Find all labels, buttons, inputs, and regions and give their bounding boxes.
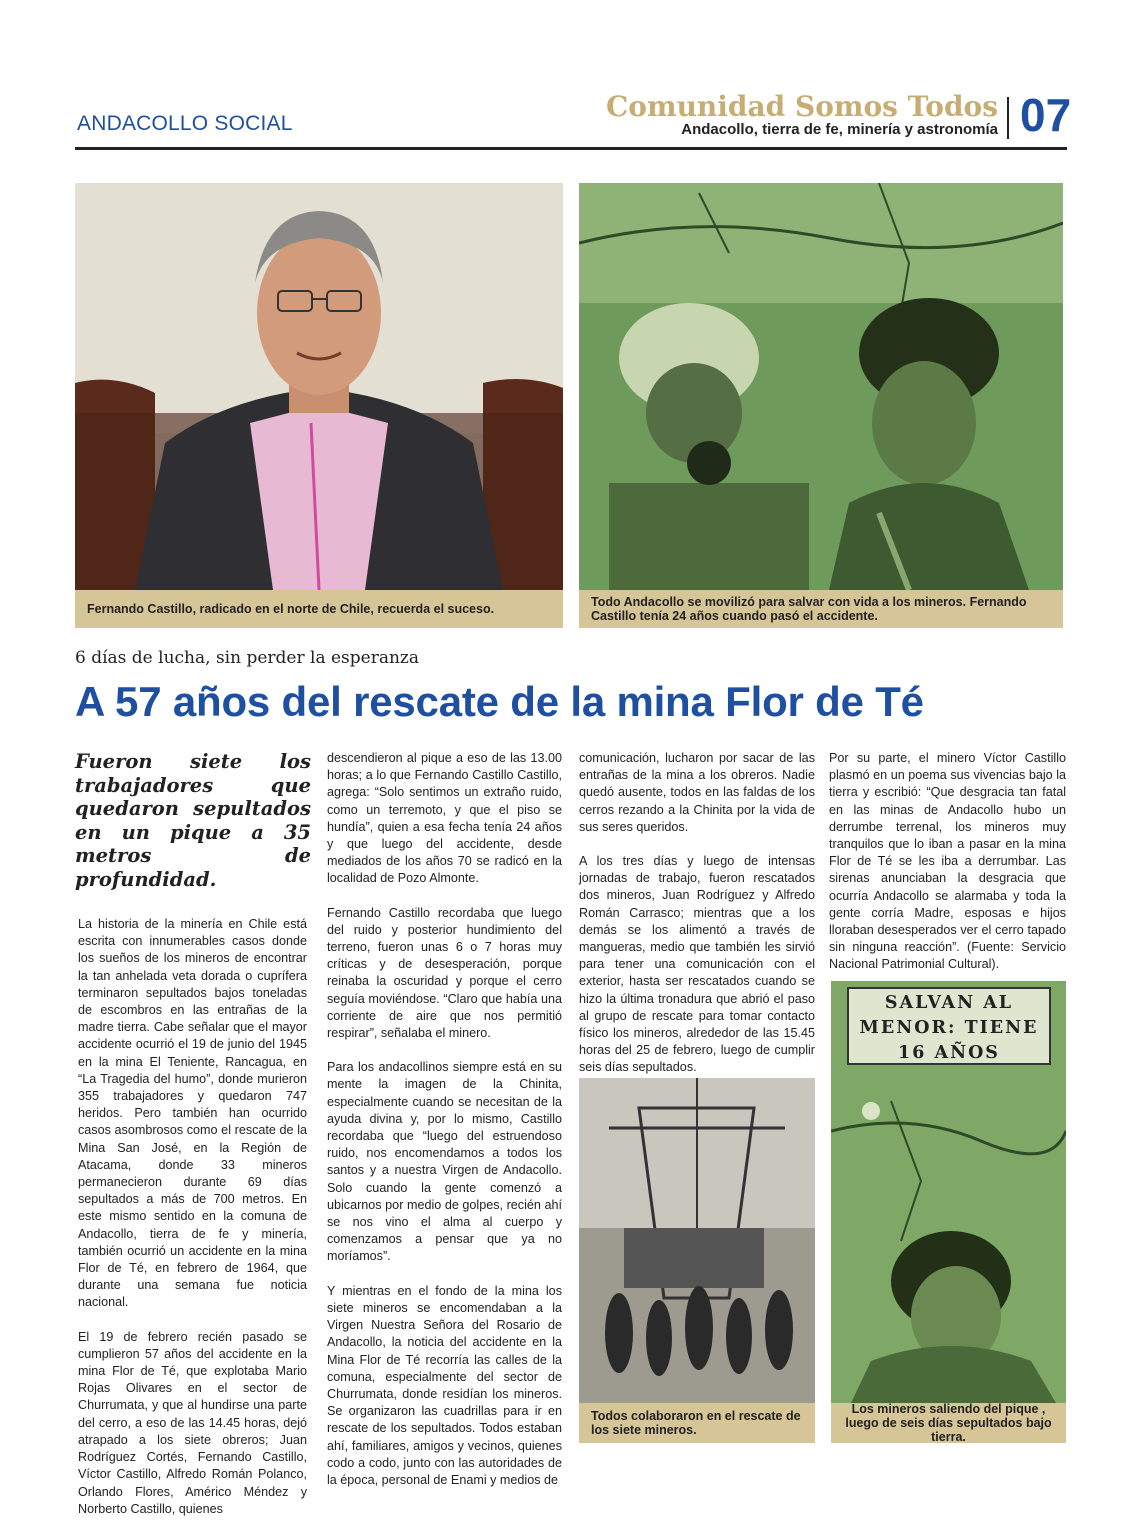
article-column-1 [78,916,307,1535]
paragraph: El 19 de febrero recién pasado se cumplieron 57 años del accidente en la mina Flor de Té, que explotaba Mario Rojas Olivares en el sector de Churrumata, y que al hundirse una parte del cerro, a eso de las 14.45 horas, dejó atrapado a los siete obreros; Juan Rodríguez Cortés, Fernando Castillo, Víctor Castillo, Alfredo Román Polanco, Orlando Flores, Américo Méndez y Norberto Castillo, quienes [78,1329,307,1516]
page-number: 07 [1020,89,1072,141]
clipping-caption: Los mineros saliendo del pique , luego de seis días sepultados bajo tierra. [831,1403,1066,1443]
paragraph: comunicación, lucharon por sacar de las entrañas de la mina a los obreros. Nadie quedó ausente, todos en las faldas de los cerros rezando a la Chinita por la vida de sus seres queridos. [579,751,815,834]
clipping-title-line-2: MENOR: TIENE [859,1018,1039,1038]
paragraph: Por su parte, el minero Víctor Castillo plasmó en un poema sus vivencias bajo la tierra y escribió: “Que desgracia tan fatal en las minas de Andacollo hubo un derrumbe terrenal, los mineros muy tranquilos que lo iban a pasar en la mina Flor de Té se les iba a derrumbar. Las sirenas anunciaban la desgracia que ocurría Andacollo se alarmaba y toda la gente corría Madre, esposas e hijos lloraban desesperados ver el cerro tapado sin ninguna reacción”. (Fuente: Servicio Nacional Patrimonial Cultural). [829,751,1066,972]
clipping-title-line-3: 16 AÑOS [898,1043,1000,1063]
lead-paragraph: Fueron siete los trabajadores que quedaron sepultados en un pique a 35 metros de profundidad. [75,750,311,891]
article-column-2 [327,750,562,1506]
section-label: ANDACOLLO SOCIAL [77,112,293,135]
headline: A 57 años del rescate de la mina Flor de Té [75,678,924,725]
miners-photo [579,183,1063,590]
header-rule [75,147,1067,150]
portrait-photo [75,183,563,590]
paragraph: Y mientras en el fondo de la mina los siete mineros se encomendaban a la Virgen Nuestra Señora del Rosario de Andacollo, la noticia del accidente en la Mina Flor de Té recorría las calles de la comuna, especialmente del sector de Churrumata, donde residían los mineros. Se organizaron las cuadrillas para ir en rescate de los sepultados. Todos estaban ahí, familiares, amigos y vecinos, quienes codo a codo, junto con las autoridades de la época, personal de Enami y medios de [327,1283,562,1487]
article-column-4 [829,750,1066,991]
rescue-photo [579,1078,815,1403]
brand-divider [1007,97,1009,139]
paragraph: La historia de la minería en Chile está escrita con innumerables casos donde los sueños de los mineros de encontrar la tan anhelada veta dorada o cuprífera terminaron sepultados bajos toneladas de escombros en las entrañas de la madre tierra. Cabe señalar que el mayor accidente ocurrió el 19 de junio del 1945 en la mina El Teniente, Rancagua, en “La Tragedia del humo”, donde murieron 355 trabajadores y quedaron 747 heridos. Pero también han ocurrido casos asombrosos como el rescate de la Mina San José, en la Región de Atacama, donde 33 mineros permanecieron durante 69 días sepultados a más de 700 metros. En este mismo sentido en la comuna de Andacollo, tierra de fe y minería, también ocurrió un accidente en la mina Flor de Té, en febrero de 1964, que durante una semana fue noticia nacional. [78,917,307,1310]
brand-title: Comunidad Somos Todos [605,90,998,123]
brand-subtitle: Andacollo, tierra de fe, minería y astronomía [681,121,998,138]
portrait-caption: Fernando Castillo, radicado en el norte de Chile, recuerda el suceso. [75,590,563,628]
miners-caption: Todo Andacollo se movilizó para salvar con vida a los mineros. Fernando Castillo tenía 24 años cuando pasó el accidente. [579,590,1063,628]
clipping-headline-box [847,987,1051,1065]
clipping-title-line-1: SALVAN AL [884,993,1014,1013]
paragraph: Para los andacollinos siempre está en su mente la imagen de la Chinita, especialmente cuando se necesitan de la ayuda divina y, por lo mismo, Castillo recordaba que “luego del estruendoso ruido, nos encomendamos a todos los santos y a nuestra Virgen de Andacollo. Solo cuando la gente comenzó a ubicarnos por medio de golpes, recién ahí se nos vino el alma al cuerpo y comenzamos a pensar que ya no moríamos”. [327,1060,562,1264]
rescue-caption: Todos colaboraron en el rescate de los siete mineros. [579,1403,815,1443]
paragraph: A los tres días y luego de intensas jornadas de trabajo, fueron rescatados dos mineros, Juan Rodríguez y Alfredo Román Carrasco; mientras que a los demás se los alimentó a través de mangueras, medio que también les sirvió para tener una comunicación con el exterior, hasta ser rescatados cuando se hizo la última tronadura que abrió el paso al grupo de rescate para tomar contacto físico los mineros, alrededor de las 15.45 horas del 25 de febrero, luego de cumplir seis días sepultados. [579,854,815,1075]
kicker: 6 días de lucha, sin perder la esperanza [75,648,420,668]
paragraph: Fernando Castillo recordaba que luego del ruido y posterior hundimiento del terreno, fueron unas 6 o 7 horas muy críticas y de desesperación, porque reinaba la oscuridad y porque el cerro seguía moviéndose. “Claro que había una corriente de aire que nos permitió respirar”, señalaba el minero. [327,905,562,1041]
clipping-photo [831,981,1066,1403]
paragraph: descendieron al pique a eso de las 13.00 horas; a lo que Fernando Castillo Castillo, agrega: “Solo sentimos un extraño ruido, como un terremoto, y que el piso se hundía”, quien a esa fecha tenía 24 años y que luego del accidente, desde mediados de los años 70 se radicó en la localidad de Pozo Almonte. [327,751,562,886]
article-column-3 [579,750,815,1094]
